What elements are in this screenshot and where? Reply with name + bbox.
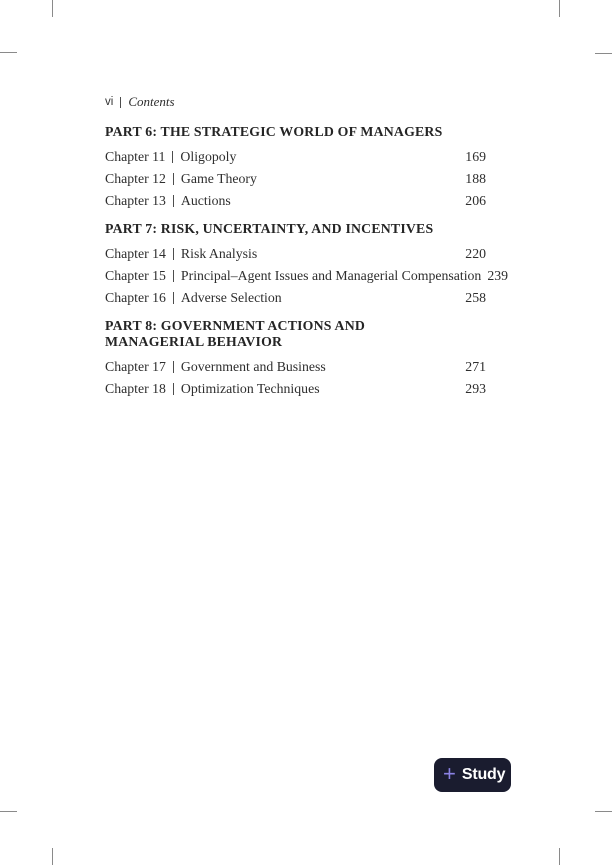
separator-bar <box>172 151 173 163</box>
chapter-label: Chapter 14 <box>105 246 166 261</box>
section-heading-line: MANAGERIAL BEHAVIOR <box>105 334 283 349</box>
section-heading <box>105 221 486 237</box>
chapter-label: Chapter 15 <box>105 268 166 283</box>
toc-section-part-6 <box>105 124 486 212</box>
crop-mark-bottom-right <box>559 848 560 865</box>
chapter-label: Chapter 16 <box>105 290 166 305</box>
section-heading-line: PART 6: THE STRATEGIC WORLD OF MANAGERS <box>105 124 443 139</box>
chapter-title: Auctions <box>180 193 231 208</box>
running-head-title: Contents <box>128 94 175 109</box>
toc-row <box>105 378 486 400</box>
running-head <box>105 94 175 110</box>
separator-bar <box>173 195 174 207</box>
page-number: 206 <box>465 193 486 208</box>
separator-bar <box>173 292 174 304</box>
study-watermark-badge[interactable] <box>434 758 511 792</box>
page-number: 220 <box>465 246 486 261</box>
page-number: 271 <box>465 359 486 374</box>
crop-mark-bottom-left <box>52 848 53 865</box>
toc-row <box>105 146 486 168</box>
page-number: 258 <box>465 290 486 305</box>
chapter-label: Chapter 17 <box>105 359 166 374</box>
chapter-title: Adverse Selection <box>180 290 282 305</box>
separator-bar <box>120 97 121 108</box>
toc-row <box>105 243 486 265</box>
chapter-label: Chapter 12 <box>105 171 166 186</box>
chapter-title: Game Theory <box>180 171 257 186</box>
plus-icon: + <box>443 761 456 786</box>
toc-section-part-8 <box>105 318 486 400</box>
crop-mark-left-top <box>0 52 17 53</box>
chapter-title: Optimization Techniques <box>180 381 320 396</box>
chapter-title: Oligopoly <box>180 149 237 164</box>
toc-row <box>105 287 486 309</box>
toc-row <box>105 190 486 212</box>
separator-bar <box>173 361 174 373</box>
crop-mark-right-bottom <box>595 811 612 812</box>
separator-bar <box>173 383 174 395</box>
study-badge-label: Study <box>461 766 506 783</box>
separator-bar <box>173 248 174 260</box>
toc-row <box>105 265 509 287</box>
section-heading-line: PART 8: GOVERNMENT ACTIONS AND <box>105 318 366 333</box>
toc-row <box>105 168 486 190</box>
crop-mark-top-right <box>559 0 560 17</box>
separator-bar <box>173 173 174 185</box>
crop-mark-left-bottom <box>0 811 17 812</box>
page-number: 188 <box>465 171 486 186</box>
chapter-label: Chapter 11 <box>105 149 166 164</box>
chapter-title: Government and Business <box>180 359 326 374</box>
section-heading-line: PART 7: RISK, UNCERTAINTY, AND INCENTIVES <box>105 221 434 236</box>
folio-number: vi <box>105 96 114 108</box>
page-number: 293 <box>465 381 486 396</box>
chapter-title: Risk Analysis <box>180 246 258 261</box>
crop-mark-top-left <box>52 0 53 17</box>
section-heading <box>105 318 486 350</box>
toc-row <box>105 356 486 378</box>
chapter-label: Chapter 18 <box>105 381 166 396</box>
crop-mark-right-top <box>595 53 612 54</box>
section-heading <box>105 124 486 140</box>
chapter-title: Principal–Agent Issues and Managerial Compensation <box>180 268 482 283</box>
separator-bar <box>173 270 174 282</box>
page-number: 239 <box>487 268 509 283</box>
toc-section-part-7 <box>105 221 509 309</box>
page-number: 169 <box>465 149 486 164</box>
chapter-label: Chapter 13 <box>105 193 166 208</box>
